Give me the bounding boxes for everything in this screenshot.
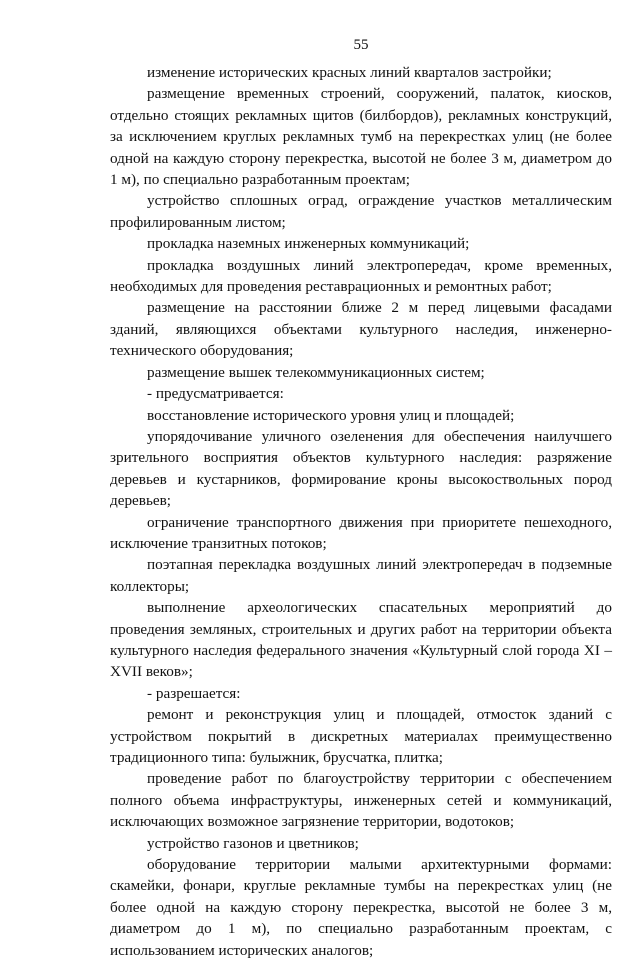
page-number: 55 xyxy=(353,37,369,53)
paragraph: размещение временных строений, сооружений, палаток, киосков, отдельно стоящих рекламных щитов (билбордов), рекламных конструкций, за исключением круглых рекламных тумб на перекрестках улиц (не более одной на каждую сторону перекрестка, высотой не более 3 м, диаметром до 1 м), по специально разработанным проектам; xyxy=(110,85,612,189)
paragraph: прокладка воздушных линий электропередач, кроме временных, необходимых для проведения реставрационных и ремонтных работ; xyxy=(110,256,612,296)
section-heading-provided: - предусматривается: xyxy=(147,385,284,403)
paragraph: выполнение археологических спасательных мероприятий до проведения земляных, строительных и других работ на территории объекта культурного наследия федерального значения «Культурный слой города XI – XVII веков»; xyxy=(110,599,612,681)
paragraph: размещение на расстоянии ближе 2 м перед лицевыми фасадами зданий, являющихся объектами культурного наследия, инженерно-технического оборудования; xyxy=(110,299,612,360)
paragraph: прокладка наземных инженерных коммуникаций; xyxy=(147,235,470,253)
paragraph: ограничение транспортного движения при приоритете пешеходного, исключение транзитных потоков; xyxy=(110,513,612,552)
paragraph: ремонт и реконструкция улиц и площадей, отмосток зданий с устройством покрытий в дискретных материалах преимущественно традиционного типа: булыжник, брусчатка, плитка; xyxy=(110,706,612,766)
paragraph: оборудование территории малыми архитектурными формами: скамейки, фонари, круглые рекламные тумбы на перекрестках улиц (не более одной на каждую сторону перекрестка, высотой не более 3 м, диаметром до 1 м), по специально разработанным проектам, с использованием исторических аналогов; xyxy=(110,856,612,959)
paragraph: восстановление исторического уровня улиц и площадей; xyxy=(147,406,515,424)
paragraph: упорядочивание уличного озеленения для обеспечения наилучшего зрительного восприятия объектов культурного наследия: разряжение деревьев и кустарников, формирование кроны высокоствольных пород деревьев; xyxy=(110,427,612,510)
document-body xyxy=(110,62,612,961)
paragraph: поэтапная перекладка воздушных линий электропередач в подземные коллекторы; xyxy=(110,556,612,595)
paragraph: изменение исторических красных линий кварталов застройки; xyxy=(147,64,552,81)
paragraph: устройство сплошных оград, ограждение участков металлическим профилированным листом; xyxy=(110,192,612,231)
paragraph: проведение работ по благоустройству территории с обеспечением полного объема инфраструктуры, инженерных сетей и коммуникаций, исключающих возможное загрязнение территории, водотоков; xyxy=(110,770,612,831)
paragraph: размещение вышек телекоммуникационных систем; xyxy=(147,363,485,381)
paragraph: устройство газонов и цветников; xyxy=(147,834,359,852)
section-heading-allowed: - разрешается: xyxy=(147,684,241,702)
